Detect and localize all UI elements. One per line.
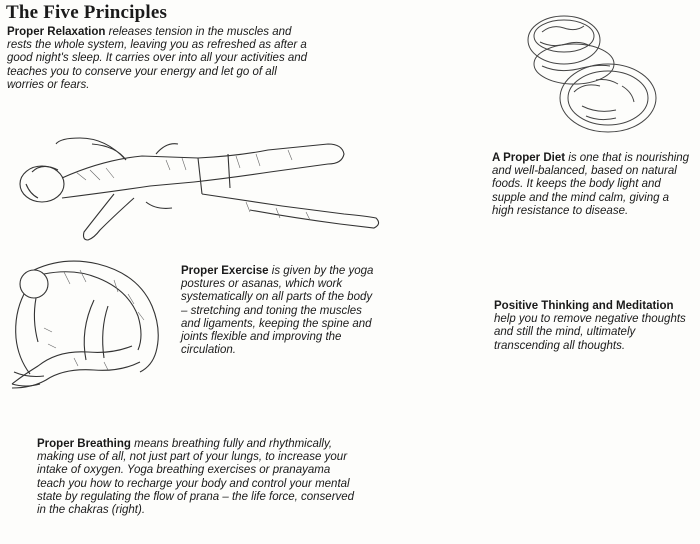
positive-thinking-heading: Positive Thinking and Meditation bbox=[494, 300, 674, 312]
page-title: The Five Principles bbox=[6, 2, 168, 23]
exercise-heading: Proper Exercise bbox=[181, 265, 269, 277]
positive-thinking-paragraph bbox=[494, 300, 694, 353]
exercise-paragraph bbox=[181, 265, 381, 357]
exercise-pose-illustration bbox=[4, 250, 180, 392]
breathing-text: means breathing fully and rhythmically, making use of all, not just part of your lungs, to increase your intake of oxygen. Yoga breathing exercises or pranayama teach you how to recharge your body and control your mental state by regulating the flow of prana – the life force, conserved in the chakras (right). bbox=[37, 438, 355, 517]
food-illustration bbox=[512, 6, 662, 136]
positive-thinking-text: help you to remove negative thoughts and still the mind, ultimately transcending all thoughts. bbox=[494, 313, 686, 352]
diet-text: is one that is nourishing and well-balanced, based on natural foods. It keeps the body light and supple and the mind calm, giving a high resistance to disease. bbox=[492, 152, 690, 217]
diet-heading: A Proper Diet bbox=[492, 152, 566, 164]
relaxation-pose-illustration bbox=[6, 126, 390, 254]
relaxation-text: releases tension in the muscles and rests the whole system, leaving you as refreshed as after a good night's sleep. It carries over into all your activities and teaches you to conserve your energy and let go of all worries or fears. bbox=[7, 26, 308, 91]
exercise-text: is given by the yoga postures or asanas, which work systematically on all parts of the body – stretching and toning the muscles and ligaments, keeping the spine and joints flexible and improving the circulation. bbox=[181, 265, 374, 357]
breathing-paragraph bbox=[37, 438, 357, 517]
diet-paragraph bbox=[492, 152, 692, 218]
relaxation-heading: Proper Relaxation bbox=[7, 26, 106, 38]
breathing-heading: Proper Breathing bbox=[37, 438, 131, 450]
relaxation-paragraph bbox=[7, 26, 312, 92]
